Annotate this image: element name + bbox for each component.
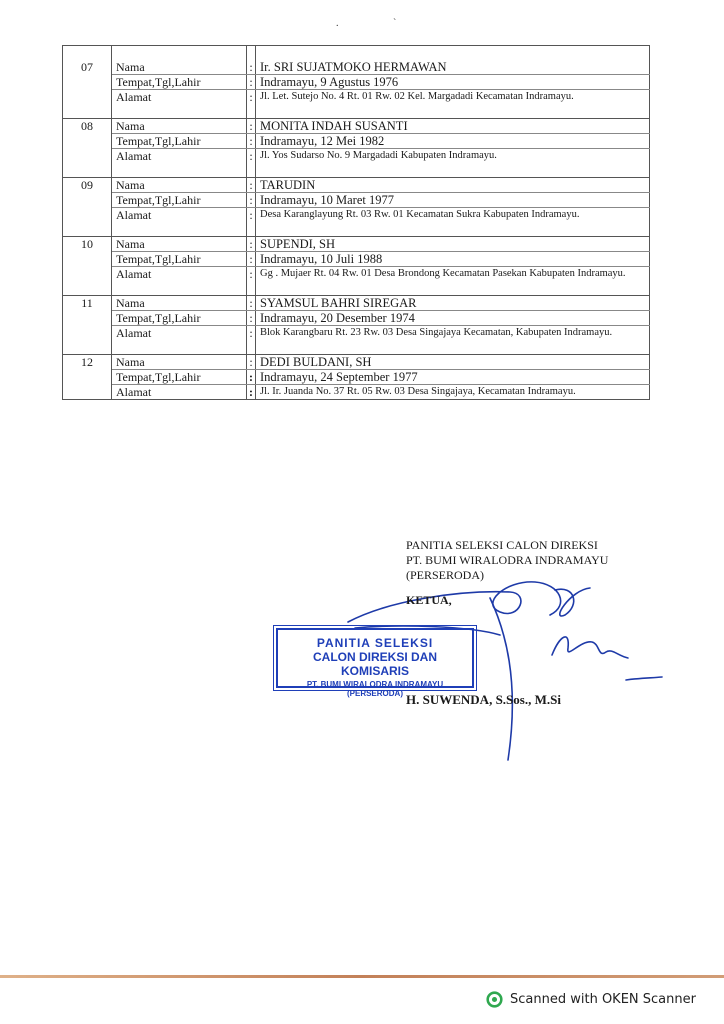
candidate-table [62, 45, 650, 400]
birth-label: Tempat,Tgl,Lahir [112, 252, 247, 267]
name-label: Nama [112, 355, 247, 370]
number-cell [63, 193, 112, 208]
colon-separator: : [247, 267, 256, 282]
table-row [63, 119, 650, 134]
name-value: Ir. SRI SUJATMOKO HERMAWAN [256, 60, 650, 75]
table-spacer-row [63, 222, 650, 237]
entry-number: 10 [63, 237, 112, 252]
signer-name: H. SUWENDA, S.Sos., M.Si [406, 692, 561, 707]
stamp-line-2: CALON DIREKSI DAN KOMISARIS [312, 650, 437, 678]
table-row [63, 178, 650, 193]
spacer-cell [256, 222, 650, 237]
colon-separator: : [247, 90, 256, 105]
name-label: Nama [112, 296, 247, 311]
name-label: Nama [112, 237, 247, 252]
scanner-watermark [486, 991, 696, 1008]
number-cell [63, 385, 112, 400]
spacer-cell [63, 222, 112, 237]
spacer-cell [256, 104, 650, 119]
stamp-line-1: PANITIA SELEKSI [316, 636, 434, 650]
spacer-cell [63, 163, 112, 178]
colon-separator: : [247, 326, 256, 341]
name-value: SYAMSUL BAHRI SIREGAR [256, 296, 650, 311]
table-row [63, 252, 650, 267]
chair-title: KETUA, [406, 593, 452, 607]
table-spacer-row [63, 104, 650, 119]
address-label: Alamat [112, 267, 247, 282]
address-label: Alamat [112, 90, 247, 105]
spacer-cell [256, 281, 650, 296]
signature-block [406, 538, 609, 707]
table-row [63, 134, 650, 149]
table-row [63, 208, 650, 223]
spacer-cell [247, 104, 256, 119]
number-cell [63, 326, 112, 341]
address-value: Gg . Mujaer Rt. 04 Rw. 01 Desa Brondong Kecamatan Pasekan Kabupaten Indramayu. [256, 267, 650, 282]
spacer-cell [63, 281, 112, 296]
company-type: (PERSERODA) [406, 568, 485, 582]
address-label: Alamat [112, 326, 247, 341]
spacer-cell [256, 163, 650, 178]
number-cell [63, 75, 112, 90]
number-cell [63, 149, 112, 164]
number-cell [63, 252, 112, 267]
colon-separator: : [247, 149, 256, 164]
colon-separator: : [247, 178, 256, 193]
spacer-cell [112, 163, 247, 178]
table-spacer-row [63, 340, 650, 355]
entry-number: 09 [63, 178, 112, 193]
table-spacer-row [63, 281, 650, 296]
colon-separator: : [247, 355, 256, 370]
name-label: Nama [112, 119, 247, 134]
name-label: Nama [112, 60, 247, 75]
colon-separator: : [247, 296, 256, 311]
number-cell [63, 267, 112, 282]
entry-number: 07 [63, 60, 112, 75]
address-value: Jl. Ir. Juanda No. 37 Rt. 05 Rw. 03 Desa Singajaya, Kecamatan Indramayu. [256, 385, 650, 400]
address-value: Blok Karangbaru Rt. 23 Rw. 03 Desa Singajaya Kecamatan, Kabupaten Indramayu. [256, 326, 650, 341]
table-row [63, 370, 650, 385]
spacer-cell [112, 104, 247, 119]
spacer-cell [112, 222, 247, 237]
spacer-cell [256, 340, 650, 355]
birth-value: Indramayu, 12 Mei 1982 [256, 134, 650, 149]
address-value: Jl. Yos Sudarso No. 9 Margadadi Kabupaten Indramayu. [256, 149, 650, 164]
table-row [63, 237, 650, 252]
birth-label: Tempat,Tgl,Lahir [112, 311, 247, 326]
spacer-cell [247, 281, 256, 296]
colon-separator: : [247, 385, 256, 400]
spacer-cell [112, 340, 247, 355]
stamp-line-3: PT. BUMI WIRALODRA INDRAMAYU (PERSERODA) [306, 680, 444, 698]
address-value: Jl. Let. Sutejo No. 4 Rt. 01 Rw. 02 Kel. Margadadi Kecamatan Indramayu. [256, 90, 650, 105]
number-cell [63, 134, 112, 149]
number-cell [63, 208, 112, 223]
entry-number: 12 [63, 355, 112, 370]
table-row [63, 355, 650, 370]
birth-value: Indramayu, 20 Desember 1974 [256, 311, 650, 326]
birth-value: Indramayu, 10 Maret 1977 [256, 193, 650, 208]
page-bottom-edge [0, 975, 724, 978]
table-row [63, 193, 650, 208]
colon-separator: : [247, 134, 256, 149]
birth-value: Indramayu, 9 Agustus 1976 [256, 75, 650, 90]
address-label: Alamat [112, 385, 247, 400]
address-value: Desa Karanglayung Rt. 03 Rw. 01 Kecamatan Sukra Kabupaten Indramayu. [256, 208, 650, 223]
table-top-spacer [63, 46, 650, 61]
colon-separator: : [247, 311, 256, 326]
name-label: Nama [112, 178, 247, 193]
table-row [63, 60, 650, 75]
birth-label: Tempat,Tgl,Lahir [112, 75, 247, 90]
address-label: Alamat [112, 149, 247, 164]
table-row [63, 90, 650, 105]
spacer-cell [247, 222, 256, 237]
name-value: MONITA INDAH SUSANTI [256, 119, 650, 134]
table-row [63, 267, 650, 282]
number-cell [63, 370, 112, 385]
colon-separator: : [247, 75, 256, 90]
company-name: PT. BUMI WIRALODRA INDRAMAYU [406, 553, 609, 567]
committee-title: PANITIA SELEKSI CALON DIREKSI [406, 538, 598, 552]
spacer-cell [63, 340, 112, 355]
oken-scanner-logo-icon [486, 991, 503, 1008]
colon-separator: : [247, 252, 256, 267]
spacer-cell [247, 340, 256, 355]
colon-separator: : [247, 119, 256, 134]
table-row [63, 296, 650, 311]
entry-number: 08 [63, 119, 112, 134]
colon-separator: : [247, 60, 256, 75]
entry-number: 11 [63, 296, 112, 311]
colon-separator: : [247, 237, 256, 252]
header-marks: . ` [336, 18, 423, 29]
table-row [63, 311, 650, 326]
name-value: TARUDIN [256, 178, 650, 193]
colon-separator: : [247, 370, 256, 385]
name-value: SUPENDI, SH [256, 237, 650, 252]
name-value: DEDI BULDANI, SH [256, 355, 650, 370]
colon-separator: : [247, 193, 256, 208]
table-row [63, 75, 650, 90]
committee-stamp [276, 628, 474, 698]
spacer-cell [63, 104, 112, 119]
scanner-text: Scanned with OKEN Scanner [510, 992, 696, 1007]
birth-label: Tempat,Tgl,Lahir [112, 370, 247, 385]
table-row [63, 326, 650, 341]
number-cell [63, 311, 112, 326]
birth-label: Tempat,Tgl,Lahir [112, 193, 247, 208]
birth-label: Tempat,Tgl,Lahir [112, 134, 247, 149]
birth-value: Indramayu, 10 Juli 1988 [256, 252, 650, 267]
table-row [63, 149, 650, 164]
birth-value: Indramayu, 24 September 1977 [256, 370, 650, 385]
colon-separator: : [247, 208, 256, 223]
address-label: Alamat [112, 208, 247, 223]
spacer-cell [247, 163, 256, 178]
spacer-cell [112, 281, 247, 296]
table-spacer-row [63, 163, 650, 178]
number-cell [63, 90, 112, 105]
table-row [63, 385, 650, 400]
